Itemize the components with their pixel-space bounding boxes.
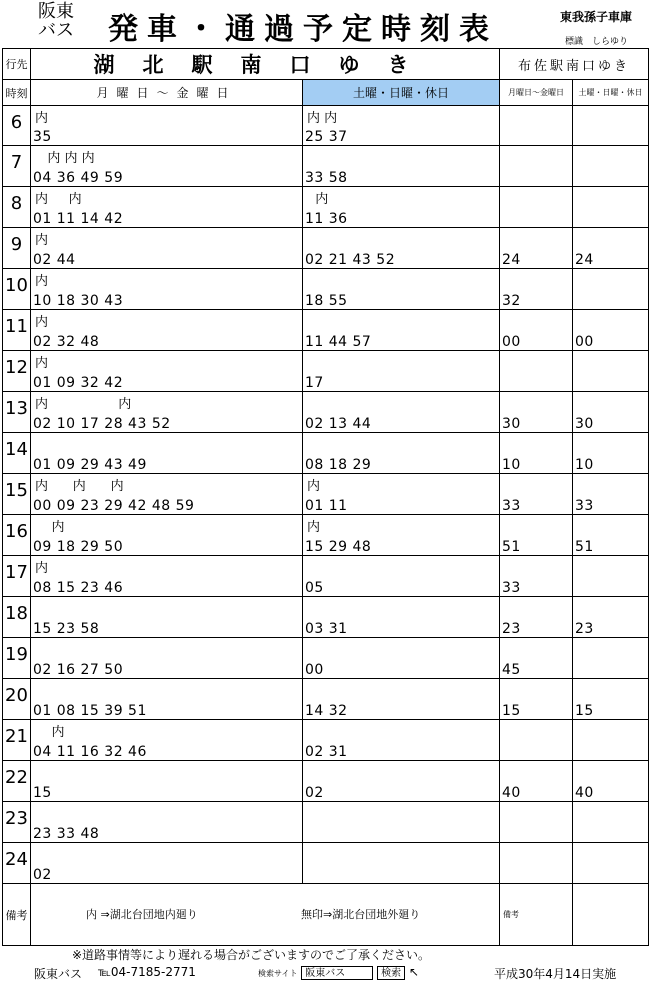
destination-alt: 布佐駅南口ゆき	[500, 49, 649, 80]
departure-minutes: 51	[575, 539, 594, 555]
departure-minutes: 45	[502, 662, 521, 678]
alt-weekday-cell	[500, 597, 573, 638]
departure-minutes: 30	[575, 416, 594, 432]
weekday-header: 月曜日～金曜日	[31, 80, 303, 106]
alt-weekday-cell	[500, 761, 573, 802]
hour-row	[3, 269, 649, 310]
alt-holiday-cell	[573, 474, 649, 515]
holiday-cell	[303, 638, 500, 679]
alt-weekday-cell	[500, 310, 573, 351]
departure-minutes: 08 15 23 46	[33, 580, 124, 596]
route-mark: 内	[35, 356, 49, 371]
departure-minutes: 33	[502, 580, 521, 596]
route-mark: 内	[35, 315, 49, 330]
holiday-cell	[303, 720, 500, 761]
weekday-cell	[31, 761, 303, 802]
alt-weekday-header: 月曜日～金曜日	[500, 80, 573, 106]
departure-minutes: 15	[575, 703, 594, 719]
departure-minutes: 17	[305, 375, 324, 391]
holiday-cell	[303, 106, 500, 146]
alt-weekday-cell	[500, 392, 573, 433]
alt-weekday-cell	[500, 433, 573, 474]
weekday-cell	[31, 679, 303, 720]
holiday-cell	[303, 761, 500, 802]
route-mark: 内	[35, 233, 49, 248]
weekday-cell	[31, 228, 303, 269]
alt-holiday-cell	[573, 679, 649, 720]
alt-weekday-cell	[500, 515, 573, 556]
alt-holiday-cell	[573, 556, 649, 597]
holiday-cell	[303, 269, 500, 310]
route-mark: 内	[35, 111, 49, 126]
alt-holiday-cell	[573, 187, 649, 228]
hour-cell: 21	[3, 720, 31, 761]
legend-outer: 無印⇒湖北台団地外廻り	[301, 908, 421, 921]
weekday-cell	[31, 638, 303, 679]
departure-minutes: 10 18 30 43	[33, 293, 124, 309]
departure-minutes: 02 21 43 52	[305, 252, 396, 268]
departure-minutes: 15 29 48	[305, 539, 372, 555]
departure-minutes: 33	[502, 498, 521, 514]
departure-minutes: 10	[502, 457, 521, 473]
alt-weekday-cell	[500, 269, 573, 310]
departure-minutes: 02 31	[305, 744, 348, 760]
holiday-cell	[303, 351, 500, 392]
timetable	[2, 48, 649, 946]
alt-weekday-cell	[500, 228, 573, 269]
hour-cell: 13	[3, 392, 31, 433]
departure-minutes: 00	[502, 334, 521, 350]
departure-minutes: 08 18 29	[305, 457, 372, 473]
hour-row	[3, 638, 649, 679]
holiday-header: 土曜・日曜・休日	[303, 80, 500, 106]
route-mark: 内	[307, 520, 321, 535]
weekday-cell	[31, 146, 303, 187]
footer-tel: ℡04-7185-2771	[98, 965, 196, 979]
hour-row	[3, 843, 649, 884]
stop-name: 東我孫子車庫	[560, 10, 633, 24]
hour-row	[3, 679, 649, 720]
hour-row	[3, 351, 649, 392]
departure-minutes: 02 32 48	[33, 334, 100, 350]
alt-weekday-cell	[500, 187, 573, 228]
alt-holiday-cell	[573, 802, 649, 843]
hour-cell: 15	[3, 474, 31, 515]
legend	[31, 884, 500, 946]
alt-weekday-cell	[500, 638, 573, 679]
hour-row	[3, 146, 649, 187]
search-button[interactable]: 検索	[377, 966, 405, 980]
hour-row	[3, 228, 649, 269]
departure-minutes: 03 31	[305, 621, 348, 637]
holiday-cell	[303, 802, 500, 843]
holiday-cell	[303, 187, 500, 228]
search-site-label: 検索サイト	[258, 969, 298, 978]
weekday-cell	[31, 392, 303, 433]
departure-minutes: 02 16 27 50	[33, 662, 124, 678]
remarks-label-alt: 備考	[500, 884, 573, 946]
hour-cell: 20	[3, 679, 31, 720]
holiday-cell	[303, 228, 500, 269]
departure-minutes: 30	[502, 416, 521, 432]
company-line1: 阪東	[38, 1, 74, 22]
route-mark: 内 内	[35, 397, 132, 412]
alt-holiday-cell	[573, 351, 649, 392]
holiday-cell	[303, 597, 500, 638]
departure-minutes: 01 09 32 42	[33, 375, 124, 391]
weekday-cell	[31, 351, 303, 392]
departure-minutes: 40	[502, 785, 521, 801]
hour-cell: 12	[3, 351, 31, 392]
departure-minutes: 00 09 23 29 42 48 59	[33, 498, 195, 514]
holiday-cell	[303, 515, 500, 556]
hour-row	[3, 106, 649, 146]
time-label: 時刻	[3, 80, 31, 106]
holiday-cell	[303, 556, 500, 597]
hour-row	[3, 392, 649, 433]
holiday-cell	[303, 433, 500, 474]
alt-weekday-cell	[500, 351, 573, 392]
legend-inner: 内 ⇒湖北台団地内廻り	[86, 908, 198, 921]
hour-row	[3, 515, 649, 556]
hour-cell: 10	[3, 269, 31, 310]
departure-minutes: 51	[502, 539, 521, 555]
remarks-alt-cell	[573, 884, 649, 946]
alt-weekday-cell	[500, 556, 573, 597]
holiday-cell	[303, 310, 500, 351]
hour-row	[3, 597, 649, 638]
departure-minutes: 15	[33, 785, 52, 801]
departure-minutes: 35	[33, 129, 52, 145]
departure-minutes: 15 23 58	[33, 621, 100, 637]
route-mark: 内 内	[307, 111, 338, 126]
page-title: 発車・通過予定時刻表	[108, 12, 498, 47]
departure-minutes: 04 36 49 59	[33, 170, 124, 186]
footer-company: 阪東バス	[34, 967, 83, 981]
holiday-cell	[303, 474, 500, 515]
company-line2: バス	[38, 20, 74, 41]
weekday-cell	[31, 310, 303, 351]
hour-cell: 18	[3, 597, 31, 638]
hour-cell: 11	[3, 310, 31, 351]
departure-minutes: 18 55	[305, 293, 348, 309]
route-mark: 内	[35, 520, 65, 535]
weekday-cell	[31, 843, 303, 884]
departure-minutes: 10	[575, 457, 594, 473]
hour-cell: 17	[3, 556, 31, 597]
route-mark: 内	[307, 479, 321, 494]
departure-minutes: 02 44	[33, 252, 76, 268]
search-box[interactable]: 阪東バス	[301, 966, 373, 980]
departure-minutes: 01 11	[305, 498, 348, 514]
hour-row	[3, 802, 649, 843]
alt-holiday-cell	[573, 106, 649, 146]
departure-minutes: 01 11 14 42	[33, 211, 124, 227]
alt-holiday-cell	[573, 228, 649, 269]
alt-holiday-cell	[573, 433, 649, 474]
departure-minutes: 01 09 29 43 49	[33, 457, 147, 473]
weekday-cell	[31, 597, 303, 638]
alt-weekday-cell	[500, 720, 573, 761]
hour-cell: 19	[3, 638, 31, 679]
holiday-cell	[303, 679, 500, 720]
departure-minutes: 15	[502, 703, 521, 719]
departure-minutes: 33	[575, 498, 594, 514]
holiday-cell	[303, 392, 500, 433]
hour-row	[3, 556, 649, 597]
weekday-cell	[31, 474, 303, 515]
departure-minutes: 04 11 16 32 46	[33, 744, 147, 760]
alt-holiday-cell	[573, 761, 649, 802]
alt-holiday-cell	[573, 843, 649, 884]
departure-minutes: 23	[502, 621, 521, 637]
weekday-cell	[31, 433, 303, 474]
alt-holiday-cell	[573, 310, 649, 351]
alt-weekday-cell	[500, 474, 573, 515]
departure-minutes: 02	[33, 867, 52, 883]
alt-holiday-cell	[573, 392, 649, 433]
route-mark: 内	[35, 561, 49, 576]
holiday-cell	[303, 843, 500, 884]
alt-holiday-cell	[573, 638, 649, 679]
effective-date: 平成30年4月14日実施	[494, 967, 617, 981]
hour-cell: 14	[3, 433, 31, 474]
hour-cell: 6	[3, 106, 31, 146]
departure-minutes: 11 44 57	[305, 334, 372, 350]
dest-label: 行先	[3, 49, 31, 80]
hour-row	[3, 433, 649, 474]
route-mark: 内	[307, 192, 329, 207]
route-mark: 内	[35, 725, 65, 740]
remarks-label: 備考	[3, 884, 31, 946]
alt-holiday-cell	[573, 269, 649, 310]
departure-minutes: 02	[305, 785, 324, 801]
hour-row	[3, 187, 649, 228]
weekday-cell	[31, 187, 303, 228]
route-mark: 内 内 内	[35, 151, 95, 166]
departure-minutes: 02 13 44	[305, 416, 372, 432]
route-mark: 内 内	[35, 192, 82, 207]
alt-weekday-cell	[500, 146, 573, 187]
departure-minutes: 40	[575, 785, 594, 801]
departure-minutes: 05	[305, 580, 324, 596]
hour-row	[3, 474, 649, 515]
departure-minutes: 00	[575, 334, 594, 350]
alt-holiday-cell	[573, 515, 649, 556]
departure-minutes: 09 18 29 50	[33, 539, 124, 555]
holiday-cell	[303, 146, 500, 187]
route-mark: 内	[35, 274, 49, 289]
departure-minutes: 24	[575, 252, 594, 268]
departure-minutes: 24	[502, 252, 521, 268]
destination-main: 湖北駅南口ゆき	[31, 49, 500, 80]
departure-minutes: 02 10 17 28 43 52	[33, 416, 171, 432]
departure-minutes: 33 58	[305, 170, 348, 186]
weekday-cell	[31, 556, 303, 597]
departure-minutes: 01 08 15 39 51	[33, 703, 147, 719]
hour-row	[3, 310, 649, 351]
weekday-cell	[31, 269, 303, 310]
alt-holiday-cell	[573, 146, 649, 187]
departure-minutes: 11 36	[305, 211, 348, 227]
alt-holiday-cell	[573, 597, 649, 638]
alt-holiday-cell	[573, 720, 649, 761]
stop-sign: 標識 しらゆり	[565, 37, 629, 47]
alt-holiday-header: 土曜・日曜・休日	[573, 80, 649, 106]
hour-cell: 7	[3, 146, 31, 187]
weekday-cell	[31, 720, 303, 761]
delay-note: ※道路事情等により遅れる場合がございますのでご了承ください。	[72, 948, 431, 962]
alt-weekday-cell	[500, 106, 573, 146]
alt-weekday-cell	[500, 843, 573, 884]
route-mark: 内 内 内	[35, 479, 124, 494]
hour-row	[3, 720, 649, 761]
hour-cell: 16	[3, 515, 31, 556]
hour-cell: 9	[3, 228, 31, 269]
departure-minutes: 25 37	[305, 129, 348, 145]
departure-minutes: 23 33 48	[33, 826, 100, 842]
weekday-cell	[31, 106, 303, 146]
company-logo	[38, 2, 74, 40]
cursor-icon: ↖	[408, 965, 419, 979]
hour-cell: 22	[3, 761, 31, 802]
hour-cell: 23	[3, 802, 31, 843]
hour-cell: 8	[3, 187, 31, 228]
hour-cell: 24	[3, 843, 31, 884]
alt-weekday-cell	[500, 679, 573, 720]
weekday-cell	[31, 515, 303, 556]
departure-minutes: 32	[502, 293, 521, 309]
departure-minutes: 23	[575, 621, 594, 637]
departure-minutes: 00	[305, 662, 324, 678]
hour-row	[3, 761, 649, 802]
alt-weekday-cell	[500, 802, 573, 843]
departure-minutes: 14 32	[305, 703, 348, 719]
weekday-cell	[31, 802, 303, 843]
